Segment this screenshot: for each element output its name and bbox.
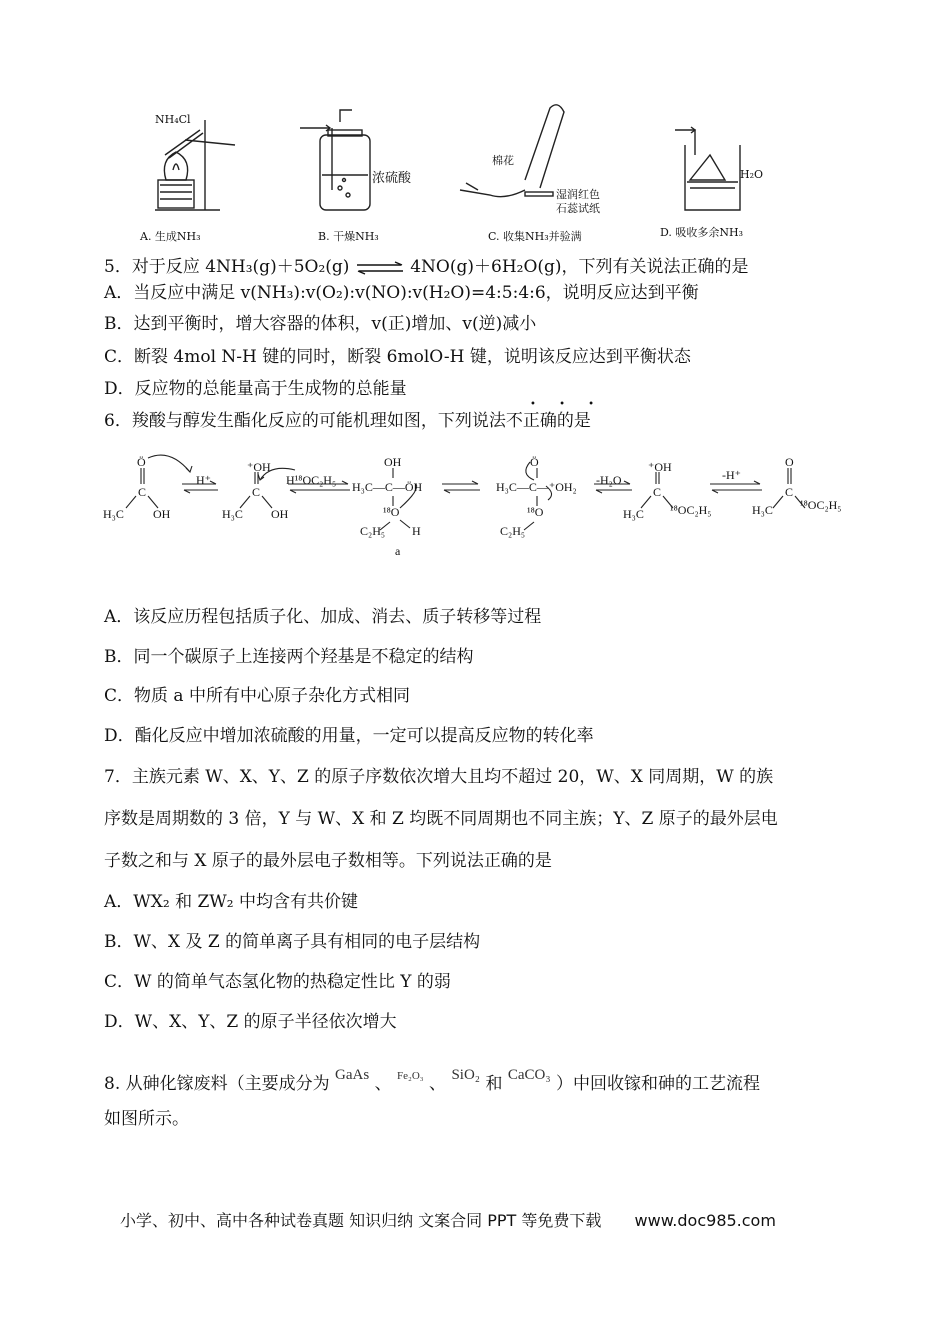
q7-stem-line-2: 序数是周期数的 3 倍，Y 与 W、X 和 Z 均既不同周期也不同主族；Y、Z 原子的最外层电 <box>104 809 778 829</box>
q8-stem-line-2: 如图所示。 <box>104 1109 189 1129</box>
mech-s5-carbon: C <box>653 485 662 499</box>
q7-stem-line-1: 7．主族元素 W、X、Y、Z 的原子序数依次增大且均不超过 20，W、X 同周期，W 的族 <box>104 767 774 787</box>
q7-stem-line-3: 子数之和与 X 原子的最外层电子数相等。下列说法正确的是 <box>104 851 552 871</box>
q6-option-a: A．该反应历程包括质子化、加成、消去、质子转移等过程 <box>104 607 542 627</box>
mech-arrow2-label: H¹⁸OC₂H₅ <box>286 473 337 487</box>
mech-s1-oxygen: Ö <box>137 455 146 469</box>
mech-s3-oxygen: ¹⁸O <box>383 505 400 519</box>
mech-arrow3-label: -H₂O <box>596 473 622 487</box>
apparatus-a-drawing <box>155 120 235 210</box>
apparatus-c-caption: C. 收集NH₃并验满 <box>488 230 582 243</box>
q5-option-d: D．反应物的总能量高于生成物的总能量 <box>104 379 407 399</box>
mech-arrow1-label: H⁺ <box>196 473 211 487</box>
equilibrium-arrow-icon <box>355 261 405 275</box>
apparatus-b-caption: B. 干燥NH₃ <box>318 230 379 243</box>
q8-compound-gaas: GaAs <box>335 1067 370 1083</box>
q7-option-c: C．W 的简单气态氢化物的热稳定性比 Y 的弱 <box>104 972 451 992</box>
q7-option-d: D．W、X、Y、Z 的原子半径依次增大 <box>104 1012 397 1032</box>
q7-option-b: B．W、X 及 Z 的简单离子具有相同的电子层结构 <box>104 932 481 952</box>
footer-text: 小学、初中、高中各种试卷真题 知识归纳 文案合同 PPT 等免费下载 <box>120 1211 602 1230</box>
apparatus-a-reagent: NH₄Cl <box>155 113 191 126</box>
apparatus-d-drawing <box>675 127 740 210</box>
mech-s5-oxygen: ⁺OH <box>648 460 672 474</box>
q5-option-a: A．当反应中满足 v(NH₃):v(O₂):v(NO):v(H₂O)=4:5:4:6，说明反应达到平衡 <box>104 283 699 303</box>
mech-s2-oxygen: ⁺OH <box>247 460 271 474</box>
mech-s6-right: ¹⁸OC₂H₅ <box>800 498 842 512</box>
mech-s5-right: ¹⁸OC₂H₅ <box>670 503 712 517</box>
mech-s3-top: OH <box>384 455 402 469</box>
q8-stem-line-1: 8. 从砷化镓废料（主要成分为 GaAs 、 $^{Fe_2O_3}$ 、 SiO₂ 和 CaCO₃ ）中回收镓和砷的工艺流程 <box>104 1067 760 1094</box>
apparatus-b-reagent: 浓硫酸 <box>372 171 412 186</box>
q6-emphasis-text: 不正确 <box>505 411 557 431</box>
q6-option-c: C．物质 a 中所有中心原子杂化方式相同 <box>104 686 410 706</box>
apparatus-c-cotton-label: 棉花 <box>492 154 514 167</box>
q5-option-b: B．达到平衡时，增大容器的体积，v(正)增加、v(逆)减小 <box>104 314 537 334</box>
mech-s6-carbon: C <box>785 485 794 499</box>
mech-s2-carbon: C <box>252 485 261 499</box>
mech-s4-ethyl: C₂H₅ <box>500 524 526 538</box>
q8-compound-sio2: SiO₂ <box>451 1067 481 1083</box>
mech-s6-left: H₃C <box>752 503 773 517</box>
footer-url[interactable]: www.doc985.com <box>634 1211 776 1230</box>
mech-s3-mid: H₃C—C—ÖH <box>352 480 423 494</box>
apparatus-b-drawing <box>300 110 370 210</box>
mech-s1-left: H₃C <box>103 507 124 521</box>
mech-s6-oxygen: O <box>785 455 794 469</box>
apparatus-a-caption: A. 生成NH₃ <box>140 230 201 243</box>
mech-s3-label: a <box>395 544 401 558</box>
apparatus-d-caption: D. 吸收多余NH₃ <box>660 226 744 239</box>
mech-s1-carbon: C <box>138 485 147 499</box>
apparatus-c-paper-label-1: 湿润红色 <box>556 188 600 201</box>
mech-s2-right: OH <box>271 507 289 521</box>
q5-option-c: C．断裂 4mol N-H 键的同时，断裂 6molO-H 键，说明该反应达到平衡状态 <box>104 347 691 367</box>
mech-s1-right: OH <box>153 507 171 521</box>
mech-s4-oxygen: ¹⁸O <box>527 505 544 519</box>
mech-s2-left: H₃C <box>222 507 243 521</box>
mech-s4-top: Ö <box>530 455 539 469</box>
q8-compound-caco3: CaCO₃ <box>507 1067 551 1083</box>
mech-s4-mid: H₃C—C—⁺OH₂ <box>496 480 577 494</box>
mech-s5-left: H₃C <box>623 507 644 521</box>
apparatus-d-water-label: H₂O <box>740 168 764 181</box>
mech-s3-ethyl: C₂H₅ <box>360 524 386 538</box>
apparatus-c-drawing <box>460 105 564 197</box>
apparatus-drawings <box>130 100 820 220</box>
q6-emphasis-dots: • • • <box>530 399 605 410</box>
mech-s3-hydrogen: H <box>412 524 421 538</box>
mech-arrow4-label: -H⁺ <box>722 468 741 482</box>
q6-option-b: B．同一个碳原子上连接两个羟基是不稳定的结构 <box>104 647 474 667</box>
page-footer <box>120 1208 776 1231</box>
apparatus-c-paper-label-2: 石蕊试纸 <box>556 202 600 215</box>
q7-option-a: A．WX₂ 和 ZW₂ 中均含有共价键 <box>104 892 358 912</box>
q6-stem: 6．羧酸与醇发生酯化反应的可能机理如图，下列说法不正确的是 <box>104 411 591 431</box>
q5-stem: 5．对于反应 4NH₃(g)＋5O₂(g) 4NO(g)＋6H₂O(g)，下列有关说法正确的是 <box>104 257 749 277</box>
q6-option-d: D．酯化反应中增加浓硫酸的用量，一定可以提高反应物的转化率 <box>104 726 594 746</box>
q8-compound-fe2o3: Fe₂O₃ <box>397 1070 424 1082</box>
